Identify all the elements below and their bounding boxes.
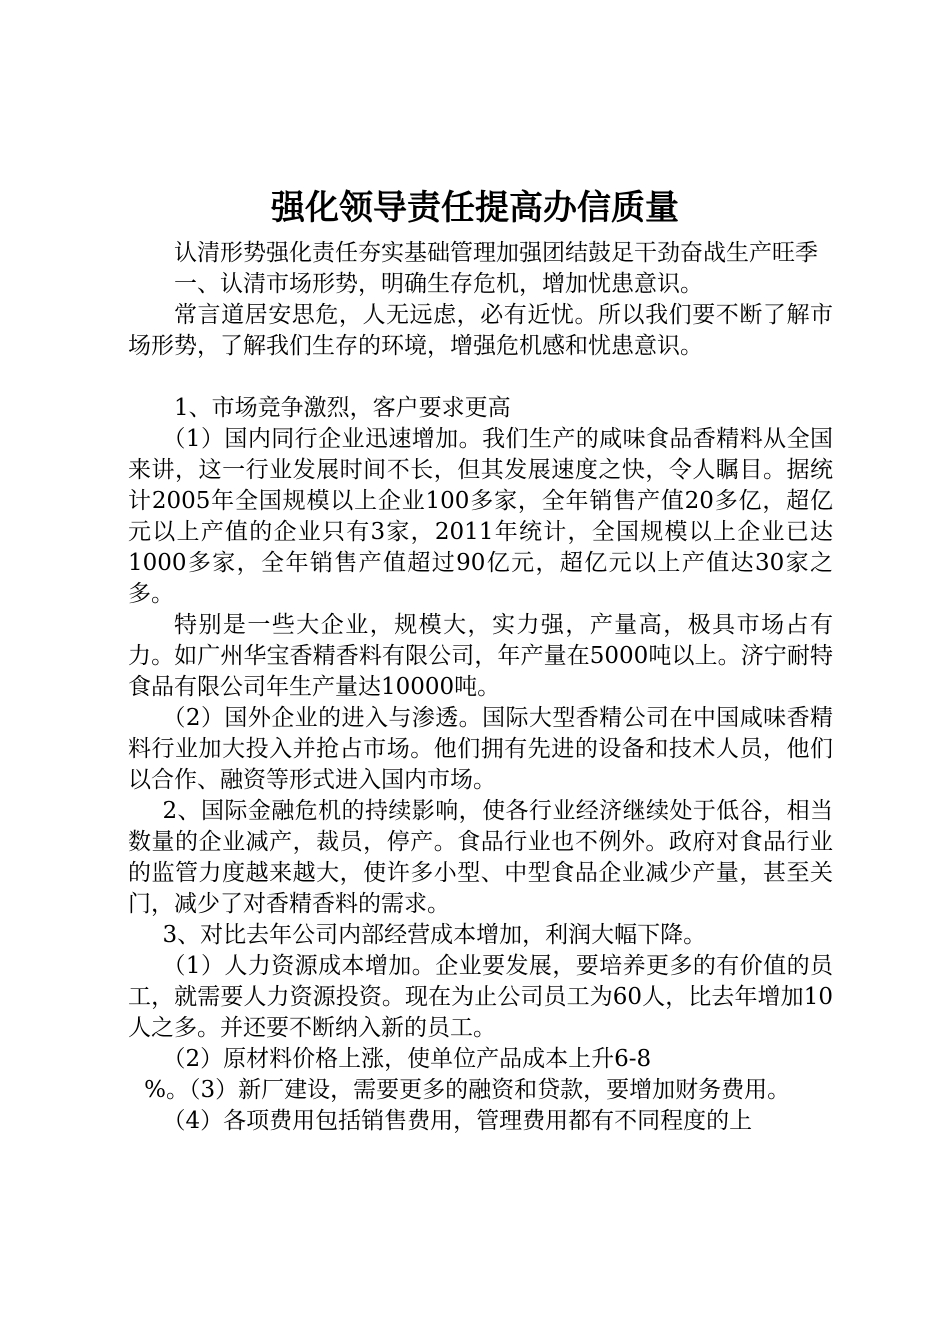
paragraph-subtitle: 认清形势强化责任夯实基础管理加强团结鼓足干劲奋战生产旺季	[174, 240, 818, 266]
paragraph-point-3-3: %。（3）新厂建设，需要更多的融资和贷款，要增加财务费用。	[144, 1077, 791, 1103]
paragraph-section-heading: 一、认清市场形势，明确生存危机，增加忧患意识。	[174, 271, 703, 297]
paragraph-point-1-2: （2）国外企业的进入与渗透。国际大型香精公司在中国咸味香精料行业加大投入并抢占市场。他们拥有先进的设备和技术人员，他们以合作、融资等形式进入国内市场。	[128, 705, 833, 793]
paragraph-point-3: 3、对比去年公司内部经营成本增加，利润大幅下降。	[162, 922, 707, 948]
paragraph-large-enterprises: 特别是一些大企业，规模大，实力强，产量高，极具市场占有力。如广州华宝香精香料有限公司，年产量在5000吨以上。济宁耐特食品有限公司年生产量达10000吨。	[128, 612, 833, 700]
paragraph-point-3-2: （2）原材料价格上涨，使单位产品成本上升6-8	[162, 1046, 652, 1072]
paragraph-point-3-1: （1）人力资源成本增加。企业要发展，要培养更多的有价值的员工，就需要人力资源投资。现在为止公司员工为60人，比去年增加10人之多。并还要不断纳入新的员工。	[128, 953, 833, 1041]
paragraph-point-1: 1、市场竞争激烈，客户要求更高	[174, 395, 511, 421]
paragraph-intro: 常言道居安思危，人无远虑，必有近忧。所以我们要不断了解市场形势，了解我们生存的环境，增强危机感和忧患意识。	[128, 302, 833, 359]
paragraph-point-3-4: （4）各项费用包括销售费用，管理费用都有不同程度的上	[162, 1108, 753, 1134]
paragraph-point-2: 2、国际金融危机的持续影响，使各行业经济继续处于低谷，相当数量的企业减产，裁员，停产。食品行业也不例外。政府对食品行业的监管力度越来越大，使许多小型、中型食品企业减少产量，甚至关门，减少了对香精香料的需求。	[128, 798, 833, 917]
paragraph-point-1-1: （1）国内同行企业迅速增加。我们生产的咸味食品香精料从全国来讲，这一行业发展时间不长，但其发展速度之快，令人瞩目。据统计2005年全国规模以上企业100多家，全年销售产值20多亿，超亿元以上产值的企业只有3家，2011年统计，全国规模以上企业已达1000多家，全年销售产值超过90亿元，超亿元以上产值达30家之多。	[128, 426, 833, 607]
document-title: 强化领导责任提高办信质量	[271, 188, 679, 228]
document-body	[128, 238, 833, 1137]
